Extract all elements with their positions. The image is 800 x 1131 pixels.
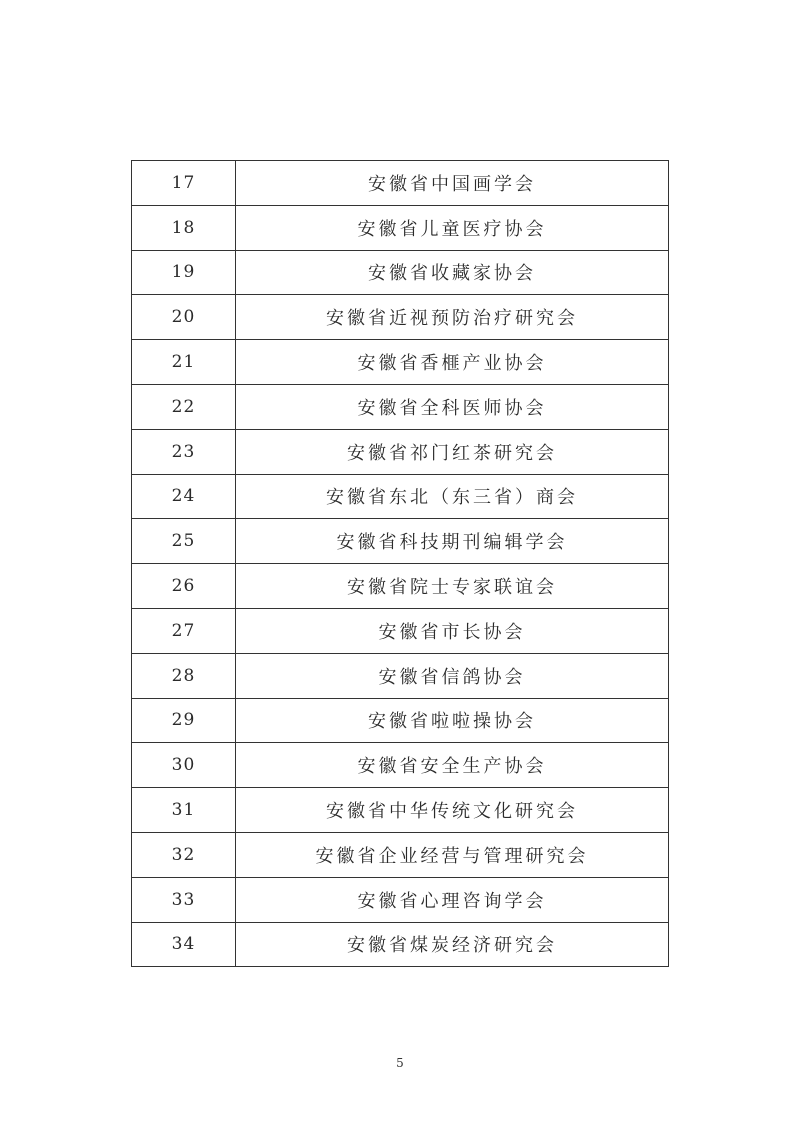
- organization-name: 安徽省收藏家协会: [236, 250, 669, 295]
- organization-name: 安徽省信鸽协会: [236, 653, 669, 698]
- table-row: [132, 295, 669, 340]
- organization-name: 安徽省安全生产协会: [236, 743, 669, 788]
- row-number: 22: [132, 384, 236, 429]
- row-number: 25: [132, 519, 236, 564]
- row-number: 34: [132, 922, 236, 967]
- table-row: [132, 519, 669, 564]
- table-row: [132, 474, 669, 519]
- table-row: [132, 608, 669, 653]
- table-row: [132, 384, 669, 429]
- organization-name: 安徽省啦啦操协会: [236, 698, 669, 743]
- organization-name: 安徽省科技期刊编辑学会: [236, 519, 669, 564]
- organization-name: 安徽省企业经营与管理研究会: [236, 832, 669, 877]
- organization-name: 安徽省东北（东三省）商会: [236, 474, 669, 519]
- organization-name: 安徽省近视预防治疗研究会: [236, 295, 669, 340]
- row-number: 27: [132, 608, 236, 653]
- table-row: [132, 832, 669, 877]
- table-row: [132, 205, 669, 250]
- row-number: 29: [132, 698, 236, 743]
- table-row: [132, 877, 669, 922]
- table-row: [132, 161, 669, 206]
- row-number: 28: [132, 653, 236, 698]
- organization-name: 安徽省香榧产业协会: [236, 340, 669, 385]
- table-row: [132, 564, 669, 609]
- organization-name: 安徽省院士专家联谊会: [236, 564, 669, 609]
- table-row: [132, 653, 669, 698]
- organization-table-body: [132, 161, 669, 967]
- table-row: [132, 698, 669, 743]
- organization-table: [131, 160, 669, 967]
- row-number: 30: [132, 743, 236, 788]
- organization-name: 安徽省煤炭经济研究会: [236, 922, 669, 967]
- row-number: 18: [132, 205, 236, 250]
- organization-name: 安徽省全科医师协会: [236, 384, 669, 429]
- table-row: [132, 340, 669, 385]
- page-number: 5: [396, 1056, 404, 1070]
- row-number: 33: [132, 877, 236, 922]
- row-number: 21: [132, 340, 236, 385]
- table-row: [132, 429, 669, 474]
- table-row: [132, 922, 669, 967]
- row-number: 23: [132, 429, 236, 474]
- table-row: [132, 743, 669, 788]
- row-number: 26: [132, 564, 236, 609]
- organization-name: 安徽省市长协会: [236, 608, 669, 653]
- row-number: 17: [132, 161, 236, 206]
- organization-name: 安徽省心理咨询学会: [236, 877, 669, 922]
- table-row: [132, 250, 669, 295]
- row-number: 32: [132, 832, 236, 877]
- table-row: [132, 788, 669, 833]
- organization-name: 安徽省儿童医疗协会: [236, 205, 669, 250]
- row-number: 24: [132, 474, 236, 519]
- organization-name: 安徽省中国画学会: [236, 161, 669, 206]
- row-number: 31: [132, 788, 236, 833]
- organization-name: 安徽省中华传统文化研究会: [236, 788, 669, 833]
- row-number: 19: [132, 250, 236, 295]
- organization-name: 安徽省祁门红茶研究会: [236, 429, 669, 474]
- row-number: 20: [132, 295, 236, 340]
